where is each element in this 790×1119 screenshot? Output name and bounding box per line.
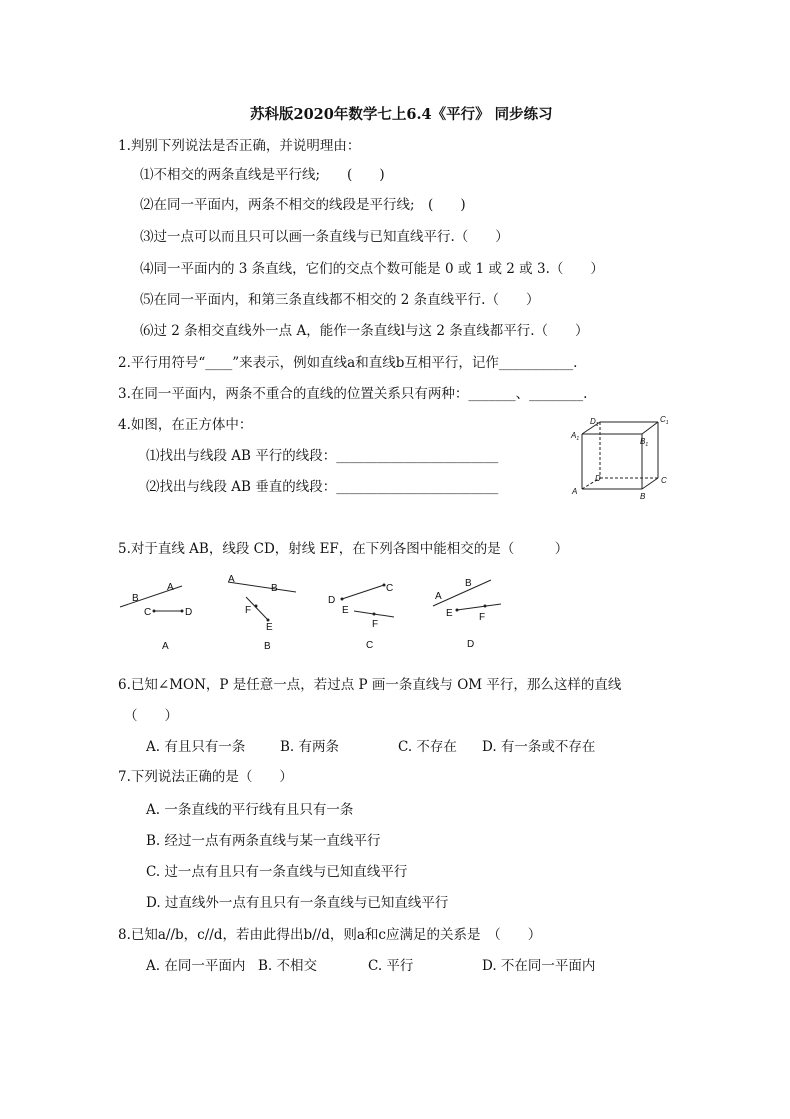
q5a-caption: A xyxy=(162,641,169,652)
q6-stem: 6.已知∠MON，P 是任意一点，若过点 P 画一条直线与 OM 平行，那么这样的直线 xyxy=(118,677,622,693)
q5d-caption: D xyxy=(467,639,475,650)
q5a-label-b: B xyxy=(132,593,139,604)
q6-paren: （ ） xyxy=(124,708,178,724)
q5d-label-b: B xyxy=(465,578,472,589)
q8-stem: 8.已知a//b，c//d，若由此得出b//d，则a和c应满足的关系是 （ ） xyxy=(118,927,542,943)
cube-label-c: C xyxy=(661,476,667,485)
q6-option-a: A. 有且只有一条 xyxy=(146,739,246,755)
cube-label-d1: $D_1$ xyxy=(590,417,599,428)
q5c-label-d: D xyxy=(328,595,336,606)
q4-item-2: ⑵找出与线段 AB 垂直的线段：________________________ xyxy=(146,479,499,495)
q5a-label-a: A xyxy=(167,582,174,593)
q1-item-1: ⑴不相交的两条直线是平行线; ( ) xyxy=(140,167,385,183)
q8-option-d: D. 不在同一平面内 xyxy=(482,958,596,974)
q3-text: 3.在同一平面内，两条不重合的直线的位置关系只有两种：_______、________. xyxy=(118,386,588,402)
q5c-caption: C xyxy=(366,640,374,651)
cube-label-b: B xyxy=(640,492,646,501)
q5-figure-c xyxy=(320,575,410,655)
q5c-label-c: C xyxy=(386,583,394,594)
q5d-label-e: E xyxy=(446,608,453,619)
q1-item-4: ⑷同一平面内的 3 条直线，它们的交点个数可能是 0 或 1 或 2 或 3.（ ） xyxy=(140,261,604,277)
cube-label-a: A xyxy=(572,487,578,496)
q6-option-d: D. 有一条或不存在 xyxy=(482,739,596,755)
q8-option-a: A. 在同一平面内 xyxy=(146,958,246,974)
q4-item-1: ⑴找出与线段 AB 平行的线段：________________________ xyxy=(146,448,499,464)
q5b-label-e: E xyxy=(266,622,273,633)
q5b-label-b: B xyxy=(271,583,278,594)
q5d-label-f: F xyxy=(479,612,486,623)
q5c-label-e: E xyxy=(342,605,349,616)
q8-option-b: B. 不相交 xyxy=(258,958,318,974)
q5-figure-d xyxy=(425,572,515,652)
q5-stem: 5.对于直线 AB，线段 CD，射线 EF，在下列各图中能相交的是（ ） xyxy=(118,541,569,557)
q2-text: 2.平行用符号“____”来表示，例如直线a和直线b互相平行，记作___________. xyxy=(118,355,578,371)
q1-item-6: ⑹过 2 条相交直线外一点 A，能作一条直线l与这 2 条直线都平行.（ ） xyxy=(140,323,589,339)
q1-item-5: ⑸在同一平面内，和第三条直线都不相交的 2 条直线平行.（ ） xyxy=(140,292,540,308)
q5a-label-d: D xyxy=(185,607,193,618)
q7-stem: 7.下列说法正确的是（ ） xyxy=(118,769,293,785)
q5b-label-a: A xyxy=(228,574,235,585)
q5b-label-f: F xyxy=(245,605,252,616)
q4-stem: 4.如图，在正方体中： xyxy=(118,417,253,433)
q7-option-a: A. 一条直线的平行线有且只有一条 xyxy=(146,802,354,818)
cube-label-c1: $C_1$ xyxy=(660,415,669,426)
q5-figure-b xyxy=(220,572,310,652)
q7-option-d: D. 过直线外一点有且只有一条直线与已知直线平行 xyxy=(146,895,449,911)
q7-option-c: C. 过一点有且只有一条直线与已知直线平行 xyxy=(146,864,408,880)
q5a-label-c: C xyxy=(144,607,152,618)
q6-option-c: C. 不存在 xyxy=(398,739,457,755)
cube-label-a1: $A_1$ xyxy=(571,431,580,442)
q5d-label-a: A xyxy=(435,591,442,602)
q1-item-3: ⑶过一点可以而且只可以画一条直线与已知直线平行.（ ） xyxy=(140,229,509,245)
q5b-caption: B xyxy=(264,641,271,652)
q1-stem: 1.判别下列说法是否正确，并说明理由： xyxy=(118,138,361,154)
cube-label-d: D xyxy=(595,474,601,483)
cube-figure xyxy=(560,412,680,502)
q7-option-b: B. 经过一点有两条直线与某一直线平行 xyxy=(146,833,381,849)
q5-figure-a xyxy=(112,575,212,655)
cube-label-b1: $B_1$ xyxy=(640,437,649,448)
q6-option-b: B. 有两条 xyxy=(280,739,340,755)
q5c-label-f: F xyxy=(372,619,379,630)
page-title: 苏科版2020年数学七上6.4《平行》 同步练习 xyxy=(250,106,553,123)
q1-item-2: ⑵在同一平面内，两条不相交的线段是平行线; ( ) xyxy=(140,197,466,213)
q8-option-c: C. 平行 xyxy=(368,958,414,974)
